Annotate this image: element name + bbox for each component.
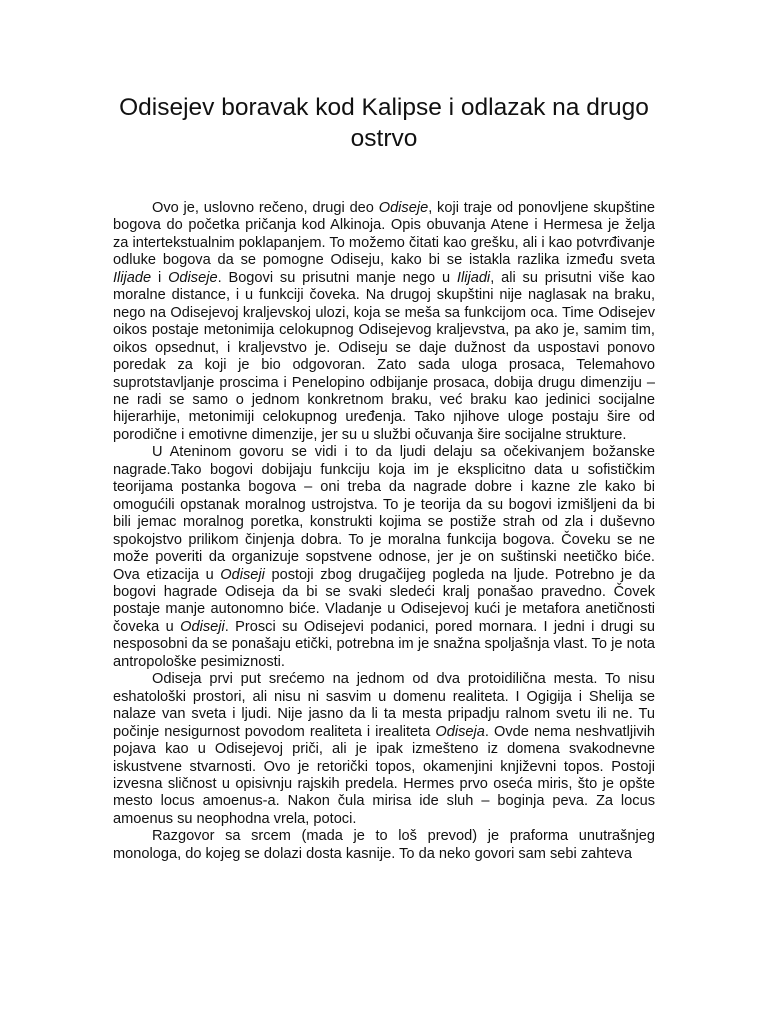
paragraph-text: . Ovde nema neshvatljivih pojava kao u Odisejevoj priči, ali je ipak izmešteno iz domena svakodnevne iskustvene stvarnosti. Ovo je retorički topos, okamenjini književni topos. Postoji izvesna sličnost u opisivnju rajskih predela. Hermes prvo oseća miris, što je opšte mesto locus amoenus-a. Nakon čula mirisa ide sluh – boginja peva. Za locus amoenus su neophodna vrela, potoci. [113, 723, 655, 827]
document-body [113, 200, 655, 863]
paragraph-text: , koji traje od ponovljene skupštine bogova do početka pričanja kod Alkinoja. Opis obuvanja Atene i Hermesa je želja za intertekstualnim poklapanjem. To možemo čitati kao grešku, ali i kao potvrđivanje odluke bogova da se pomogne Odiseju, kako bi se istakla razlika između sveta [113, 200, 655, 269]
paragraph-text: postoji zbog drugačijeg pogleda na ljude. Potrebno je da bogovi hagrade Odiseja da bi se svaki sledeći kralj ponašao pravedno. Čovek postaje manje autonomno biće. Vladanje u Odisejevoj kući je metafora anetičnosti čoveka u [113, 566, 655, 635]
italic-title-text: Odiseje [378, 200, 429, 216]
paragraph-text: Ovo je, uslovno rečeno, drugi deo [152, 200, 379, 216]
paragraph [113, 828, 655, 863]
document-title: Odisejev boravak kod Kalipse i odlazak na drugo ostrvo [119, 94, 649, 152]
italic-title-text: Odiseji [220, 566, 265, 583]
italic-title-text: Odiseje [168, 269, 218, 286]
italic-title-text: Ilijade [113, 269, 152, 286]
italic-title-text: Odiseja [435, 723, 485, 740]
italic-title-text: Ilijadi [456, 269, 491, 286]
paragraph-text: Odiseja prvi put srećemo na jednom od dva protoidilična mesta. To nisu eshatološki prostori, ali nisu ni sasvim u domenu realiteta. I Ogigija i Shelija se nalaze van sveta i ljudi. Nije jasno da li ta mesta pripadju ralnom svetu ili ne. Tu počinje nesigurnost povodom realiteta i irealiteta [113, 671, 655, 740]
paragraph [113, 444, 655, 671]
paragraph-text: . Bogovi su prisutni manje nego u [217, 269, 457, 286]
paragraph-text: . Prosci su Odisejevi podanici, pored mornara. I jedni i drugi su nesposobni da se ponašaju etički, potrebna im je snažna spoljašnja vlast. To je nota antropološke pesimiznosti. [113, 618, 655, 670]
paragraph-text: , ali su prisutni više kao moralne distance, i u funkciji čoveka. Na drugoj skupštini nije naglasak na braku, nego na Odisejevoj kraljevskoj ulozi, koja se meša sa funkcijom oca. Time Odisejev oikos postaje metonimija celokupnog Odisejevog kraljevstva, pa ako je, samim tim, oikos opsednut, i kraljevstvo je. Odiseju se daje dužnost da uspostavi ponovo poredak za koji je bio odgovoran. Zato sada uloga prosaca, Telemahovo suprotstavljanje proscima i Penelopino odbijanje prosaca, dobija drugu dimenziju – ne radi se samo o jednom konkretnom braku, već braku kao jedinici socijalne hijerarhije, metonimiji celokupnog uređenja. Tako njihove uloge postaju šire od porodične i emotivne dimenzije, jer su u službi očuvanja šire socijalne strukture. [113, 269, 655, 443]
paragraph-text: U Ateninom govoru se vidi i to da ljudi delaju sa očekivanjem božanske nagrade.Tako bogovi dobijaju funkciju koja im je eksplicitno data u sofističkim teorijama postanka bogova – oni treba da nagrade dobre i kazne zle kako bi omogućili opstanak moralnog ustrojstva. To je teorija da su bogovi izmišljeni da bi bili jemac moralnog poretka, konstrukti kojima se postiže strah od zla i duševno spokojstvo prilikom činjenja dobra. To je moralna funkcija bogova. Čoveku se ne može poveriti da organizuje sopstvene odnose, jer je on suštinski neetičko biće. Ova etizacija u [113, 444, 655, 583]
paragraph-text: Razgovor sa srcem (mada je to loš prevod) je praforma unutrašnjeg monologa, do kojeg se dolazi dosta kasnije. To da neko govori sam sebi zahteva [113, 828, 655, 862]
italic-title-text: Odiseji [180, 618, 225, 635]
paragraph-text: i [151, 269, 169, 286]
paragraph [113, 200, 655, 444]
paragraph [113, 671, 655, 828]
